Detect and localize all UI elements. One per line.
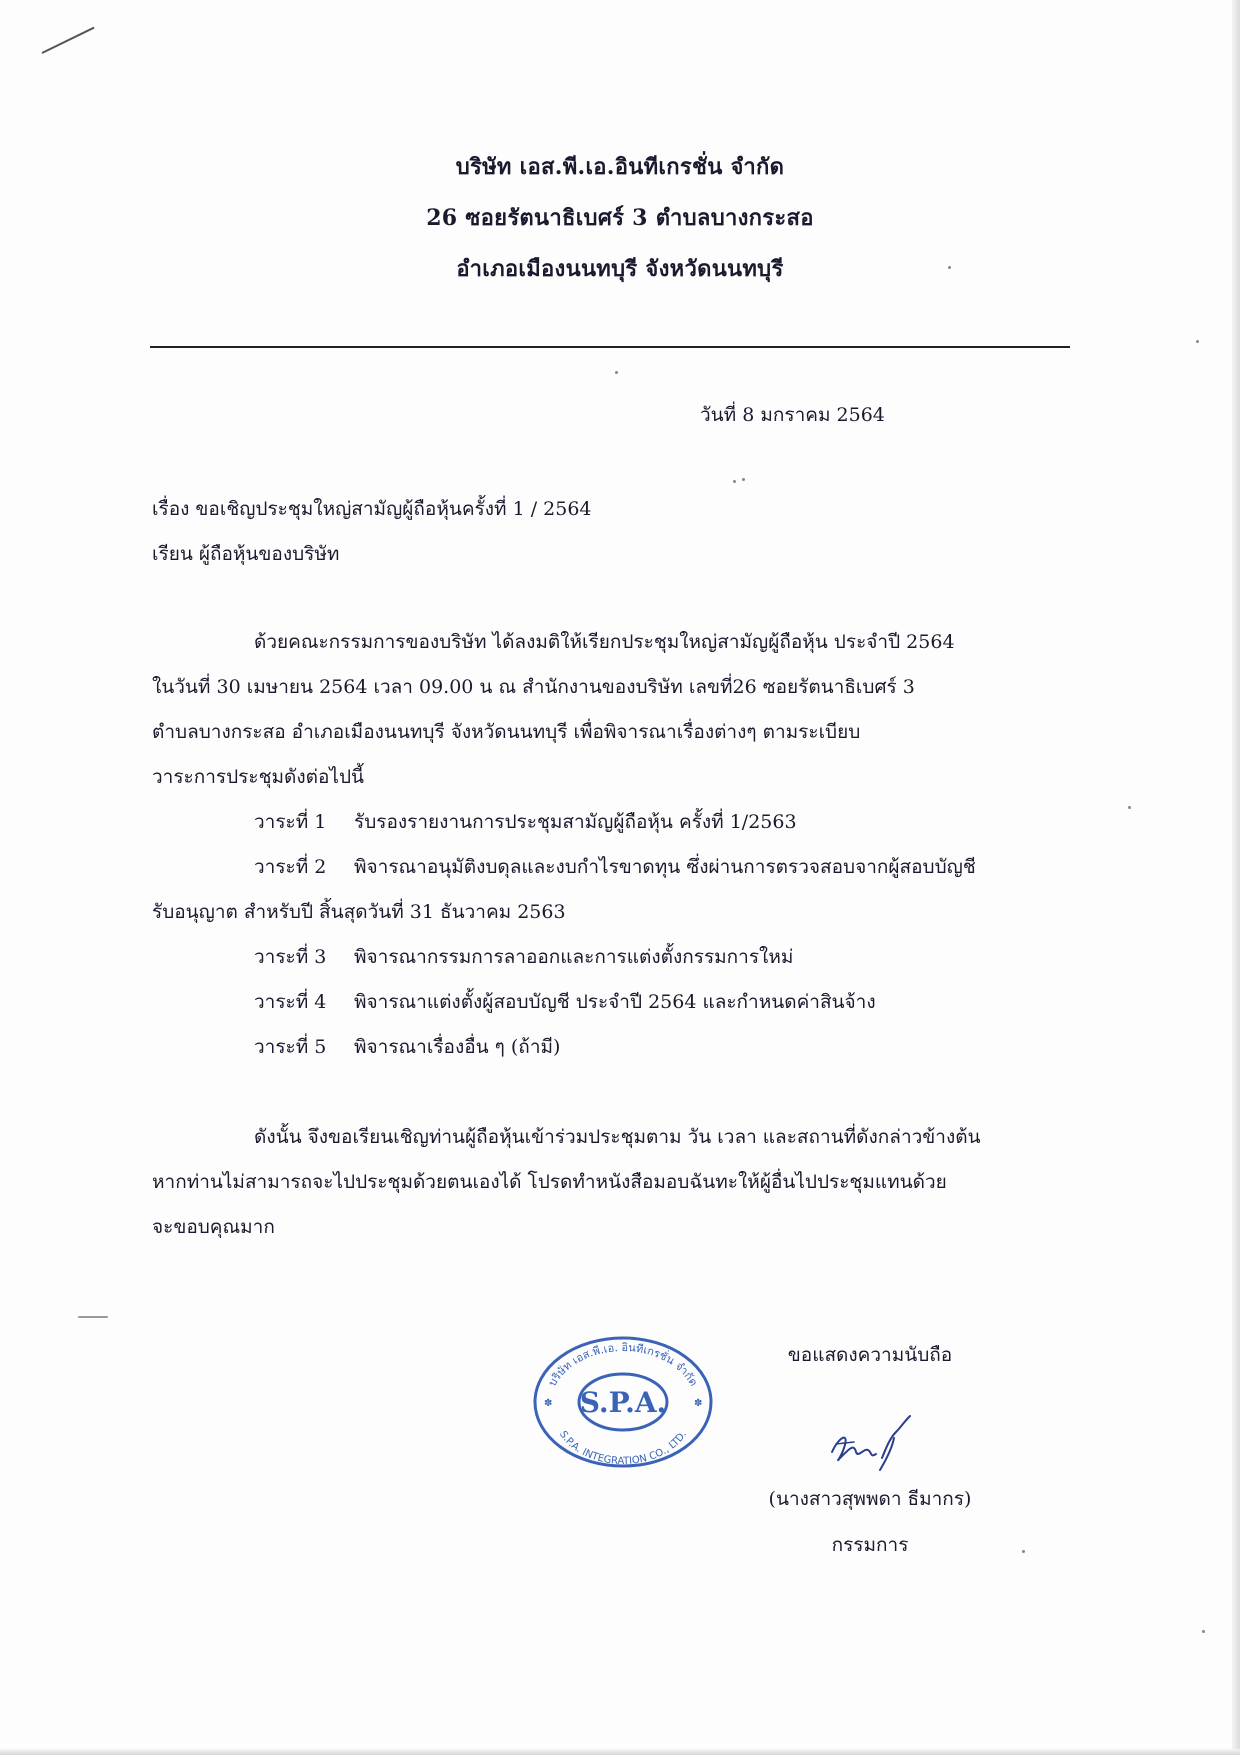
signatory-position: กรรมการ <box>831 1534 909 1556</box>
seal-bottom-text: S.P.A. INTEGRATION CO., LTD. <box>556 1429 689 1468</box>
closing-line: ดังนั้น จึงขอเรียนเชิญท่านผู้ถือหุ้นเข้าร่วมประชุมตาม วัน เวลา และสถานที่ดังกล่าวข้างต้น <box>254 1126 981 1148</box>
signatory-name: (นางสาวสุพพดา ธีมากร) <box>768 1488 972 1510</box>
address-line-1: 26 ซอยรัตนาธิเบศร์ 3 ตำบลบางกระสอ <box>426 205 814 231</box>
agenda-text: พิจารณากรรมการลาออกและการแต่งตั้งกรรมการใหม่ <box>354 946 794 968</box>
intro-line: วาระการประชุมดังต่อไปนี้ <box>152 766 364 788</box>
letterhead <box>0 142 1240 295</box>
agenda-item-2-continuation: รับอนุญาต สำหรับปี สิ้นสุดวันที่ 31 ธันวาคม 2563 <box>152 901 566 923</box>
agenda-text: พิจารณาอนุมัติงบดุลและงบกำไรขาดทุน ซึ่งผ่านการตรวจสอบจากผู้สอบบัญชี <box>354 856 976 878</box>
agenda-number: วาระที่ 3 <box>254 946 327 968</box>
intro-line: ด้วยคณะกรรมการของบริษัท ได้ลงมติให้เรียกประชุมใหญ่สามัญผู้ถือหุ้น ประจำปี 2564 <box>254 631 955 653</box>
scan-speck <box>1196 340 1199 343</box>
scan-speck <box>948 266 951 269</box>
letter-meta <box>152 487 592 577</box>
agenda-number: วาระที่ 1 <box>254 811 327 833</box>
company-seal <box>528 1332 718 1472</box>
closing-paragraph <box>152 1115 1032 1250</box>
agenda-text: พิจารณาแต่งตั้งผู้สอบบัญชี ประจำปี 2564 และกำหนดค่าสินจ้าง <box>354 991 876 1013</box>
company-name: บริษัท เอส.พี.เอ.อินทีเกรชั่น จำกัด <box>455 154 785 180</box>
letter-date: วันที่ 8 มกราคม 2564 <box>700 404 885 426</box>
scan-speck <box>1022 1550 1025 1553</box>
seal-top-text: บริษัท เอส.พี.เอ. อินทีเกรชั่น จำกัด <box>545 1340 701 1389</box>
agenda-number: วาระที่ 4 <box>254 991 327 1013</box>
scan-speck <box>1202 1630 1205 1633</box>
agenda-text: รับรองรายงานการประชุมสามัญผู้ถือหุ้น ครั้งที่ 1/2563 <box>354 811 797 833</box>
agenda-item-2 <box>152 845 1032 890</box>
scan-speck <box>733 480 736 483</box>
agenda-item-1 <box>152 800 1032 845</box>
address-line-2: อำเภอเมืองนนทบุรี จังหวัดนนทบุรี <box>456 256 784 282</box>
intro-line: ในวันที่ 30 เมษายน 2564 เวลา 09.00 น ณ สำนักงานของบริษัท เลขที่26 ซอยรัตนาธิเบศร์ 3 <box>152 676 915 698</box>
pen-mark <box>42 27 95 54</box>
header-divider <box>150 346 1070 348</box>
closing-line: หากท่านไม่สามารถจะไปประชุมด้วยตนเองได้ โปรดทำหนังสือมอบฉันทะให้ผู้อื่นไปประชุมแทนด้วย <box>152 1171 947 1193</box>
agenda-text: พิจารณาเรื่องอื่น ๆ (ถ้ามี) <box>354 1036 561 1058</box>
agenda-number: วาระที่ 2 <box>254 856 327 878</box>
scan-speck <box>1128 806 1131 809</box>
agenda-item-4 <box>152 980 1032 1025</box>
scan-mark <box>78 1316 108 1318</box>
regards-text: ขอแสดงความนับถือ <box>787 1344 953 1366</box>
agenda-item-3 <box>152 935 1032 980</box>
agenda-number: วาระที่ 5 <box>254 1036 327 1058</box>
seal-star-icon: ✽ <box>544 1398 553 1409</box>
scan-speck <box>615 371 618 374</box>
intro-line: ตำบลบางกระสอ อำเภอเมืองนนทบุรี จังหวัดนนทบุรี เพื่อพิจารณาเรื่องต่างๆ ตามระเบียบ <box>152 721 861 743</box>
seal-center-text: S.P.A. <box>579 1386 667 1419</box>
scan-speck <box>742 478 745 481</box>
letter-body <box>152 620 1032 1070</box>
handwritten-signature <box>820 1408 940 1478</box>
closing-line: จะขอบคุณมาก <box>152 1216 275 1238</box>
subject-line: เรื่อง ขอเชิญประชุมใหญ่สามัญผู้ถือหุ้นครั้งที่ 1 / 2564 <box>152 498 592 520</box>
agenda-item-5 <box>152 1025 1032 1070</box>
seal-star-icon: ✽ <box>694 1398 703 1409</box>
scan-bottom-edge <box>0 1749 1240 1755</box>
recipient-line: เรียน ผู้ถือหุ้นของบริษัท <box>152 543 340 565</box>
